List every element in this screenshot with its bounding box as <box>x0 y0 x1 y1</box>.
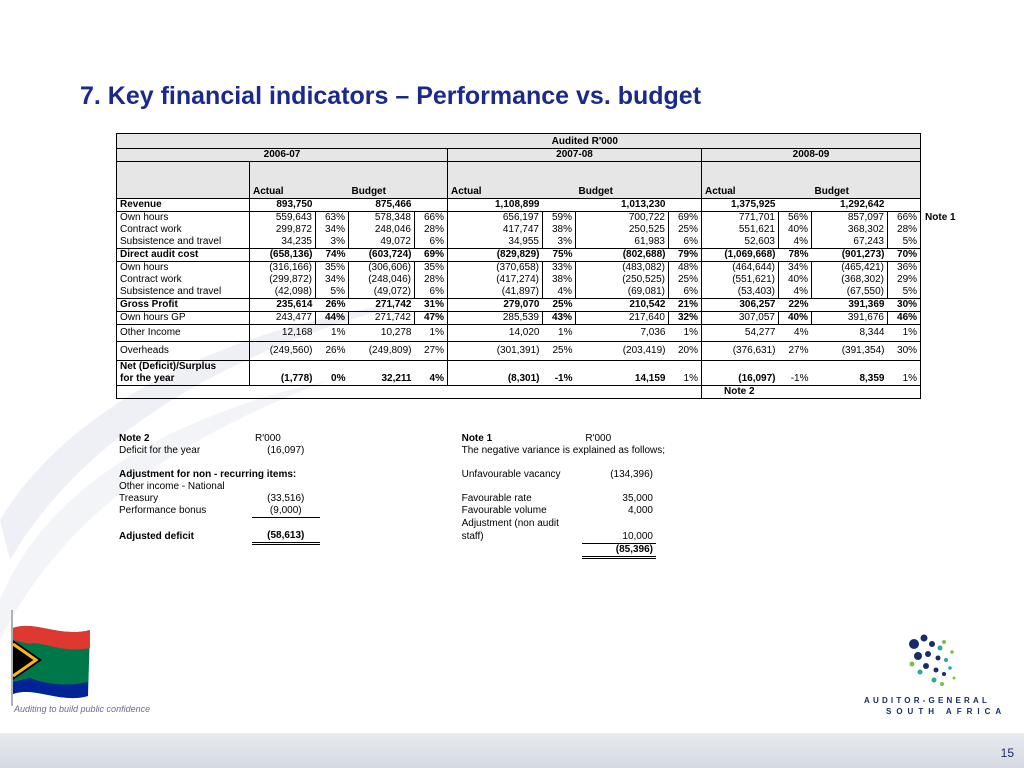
pct-cell: 35% <box>415 262 448 275</box>
pct-cell: 25% <box>543 342 576 361</box>
adjustment-heading: Adjustment for non - recurring items: <box>119 469 297 480</box>
pct-cell: 1% <box>316 325 349 342</box>
value-cell: (316,166) <box>250 262 316 275</box>
value-cell: 7,036 <box>576 325 669 342</box>
value-cell: (299,872) <box>250 274 316 286</box>
value-cell: (829,829) <box>448 249 543 262</box>
table-row <box>117 249 921 262</box>
value-cell: (67,550) <box>812 286 888 299</box>
pct-cell <box>669 199 702 212</box>
row-label: Contract work <box>117 274 250 286</box>
value-cell: 217,640 <box>576 312 669 325</box>
adjusted-deficit-value: (58,613) <box>252 530 320 544</box>
organisation-name <box>864 695 1016 717</box>
year-header-2008: 2008-09 <box>702 149 921 162</box>
pct-cell: 28% <box>415 274 448 286</box>
value-cell: 14,159 <box>576 361 669 386</box>
row-label: Other Income <box>117 325 250 342</box>
value-cell: 248,046 <box>349 224 415 236</box>
pct-cell: 31% <box>415 299 448 312</box>
pct-cell: 28% <box>415 224 448 236</box>
value-cell: (483,082) <box>576 262 669 275</box>
value-cell: (376,631) <box>702 342 779 361</box>
pct-cell: 33% <box>543 262 576 275</box>
pct-cell: 36% <box>888 262 921 275</box>
value-cell: 34,955 <box>448 236 543 249</box>
pct-cell: 34% <box>324 224 345 235</box>
value-cell: (248,046) <box>349 274 415 286</box>
col-budget-2007: Budget <box>576 162 702 199</box>
bonus-label: Performance bonus <box>119 505 207 517</box>
pct-cell: 66% <box>888 212 921 225</box>
value-cell: 391,676 <box>812 312 888 325</box>
row-label <box>117 361 250 386</box>
value-cell: (41,897) <box>448 286 543 299</box>
note1-unit: R'000 <box>585 433 612 444</box>
pct-cell: 21% <box>669 299 702 312</box>
value-cell: 1,292,642 <box>812 199 888 212</box>
value-cell: 875,466 <box>349 199 415 212</box>
pct-cell: 59% <box>543 212 576 225</box>
table-row <box>117 224 921 236</box>
col-budget-2008: Budget <box>812 162 921 199</box>
header-row-columns <box>117 162 921 199</box>
value-cell: 285,539 <box>448 312 543 325</box>
note2-unit: R'000 <box>255 433 281 444</box>
pct-cell: 48% <box>669 262 702 275</box>
value-cell: (370,658) <box>448 262 543 275</box>
pct-cell: 1% <box>543 325 576 342</box>
vacancy-label: Unfavourable vacancy <box>461 469 561 480</box>
value-cell: 210,542 <box>576 299 669 312</box>
row-label: Own hours <box>117 212 250 225</box>
value-cell: 250,525 <box>576 224 669 236</box>
bonus-value: (9,000) <box>252 505 320 518</box>
page-number: 15 <box>1000 746 1014 760</box>
pct-cell: 30% <box>888 299 921 312</box>
value-cell: 893,750 <box>250 199 316 212</box>
value-cell: 8,344 <box>812 325 888 342</box>
row-label: Subsistence and travel <box>117 236 250 249</box>
year-header-2007: 2007-08 <box>448 149 702 162</box>
row-label: Own hours <box>117 262 250 275</box>
pct-cell: 22% <box>779 299 812 312</box>
staff-label-line2: staff) <box>461 530 484 542</box>
value-cell: 34,235 <box>250 236 316 249</box>
table-row <box>117 236 921 249</box>
pct-cell: 69% <box>669 212 702 225</box>
value-cell: 417,747 <box>448 224 543 236</box>
value-cell: (465,421) <box>812 262 888 275</box>
row-label: Overheads <box>117 342 250 361</box>
pct-cell <box>316 199 349 212</box>
value-cell: 243,477 <box>250 312 316 325</box>
notes-table <box>116 433 666 559</box>
other-income-value: (33,516) <box>267 493 305 504</box>
value-cell: 10,278 <box>349 325 415 342</box>
value-cell: (658,136) <box>250 249 316 262</box>
pct-cell: 69% <box>415 249 448 262</box>
note1-title: Note 1 <box>461 433 493 444</box>
row-label: Gross Profit <box>117 299 250 312</box>
pct-cell: 6% <box>415 286 448 299</box>
value-cell: 299,872 <box>250 224 316 236</box>
super-header: Audited R'000 <box>250 134 921 149</box>
value-cell: 235,614 <box>250 299 316 312</box>
value-cell: (53,403) <box>702 286 779 299</box>
header-row-super <box>117 134 921 149</box>
value-cell: 61,983 <box>576 236 669 249</box>
note1-marker: Note 1 <box>925 211 956 223</box>
table-row <box>117 361 921 386</box>
value-cell: (203,419) <box>576 342 669 361</box>
value-cell: 700,722 <box>576 212 669 225</box>
pct-cell: 4% <box>793 286 808 297</box>
pct-cell <box>415 199 448 212</box>
value-cell: 306,257 <box>702 299 779 312</box>
row-label: Contract work <box>117 224 250 236</box>
value-cell: 271,742 <box>349 312 415 325</box>
pct-cell: 26% <box>316 299 349 312</box>
pct-cell: 74% <box>316 249 349 262</box>
financial-indicators-table <box>116 133 956 399</box>
value-cell: 391,369 <box>812 299 888 312</box>
value-cell: (417,274) <box>448 274 543 286</box>
note2-row <box>117 386 921 399</box>
volume-value: 4,000 <box>627 505 653 517</box>
pct-cell: 20% <box>669 342 702 361</box>
pct-cell: 75% <box>543 249 576 262</box>
pct-cell <box>543 199 576 212</box>
deficit-label: Deficit for the year <box>119 445 201 456</box>
pct-cell: 29% <box>888 274 921 286</box>
value-cell: 8,359 <box>812 361 888 386</box>
value-cell: (16,097) <box>702 361 779 386</box>
pct-cell: 1% <box>669 361 702 386</box>
pct-cell: 27% <box>779 342 812 361</box>
pct-cell: 32% <box>669 312 702 325</box>
row-label-line2: for the year <box>120 373 175 384</box>
other-income-label-line2: Treasury <box>119 493 159 504</box>
pct-cell <box>779 199 812 212</box>
deficit-value: (16,097) <box>267 445 305 456</box>
pct-cell: 28% <box>888 224 921 236</box>
pct-cell: 4% <box>415 361 448 386</box>
value-cell: (551,621) <box>702 274 779 286</box>
value-cell: 14,020 <box>448 325 543 342</box>
note2-marker: Note 2 <box>702 386 921 399</box>
value-cell: (69,081) <box>576 286 669 299</box>
table-row <box>117 212 921 225</box>
value-cell: 1,013,230 <box>576 199 669 212</box>
value-cell: 307,057 <box>702 312 779 325</box>
value-cell: 368,302 <box>812 224 888 236</box>
value-cell: (464,644) <box>702 262 779 275</box>
pct-cell: 5% <box>888 286 921 299</box>
value-cell: (802,688) <box>576 249 669 262</box>
col-actual-2007: Actual <box>448 162 576 199</box>
value-cell: (250,525) <box>576 274 669 286</box>
value-cell: 656,197 <box>448 212 543 225</box>
staff-value: 10,000 <box>582 530 656 544</box>
pct-cell: 27% <box>415 342 448 361</box>
value-cell: 32,211 <box>349 361 415 386</box>
value-cell: (391,354) <box>812 342 888 361</box>
pct-cell: 70% <box>888 249 921 262</box>
table-row <box>117 274 921 286</box>
value-cell: 578,348 <box>349 212 415 225</box>
value-cell: 771,701 <box>702 212 779 225</box>
auditor-general-logo-icon <box>896 628 976 692</box>
pct-cell: 25% <box>669 224 702 236</box>
pct-cell: 4% <box>557 286 572 297</box>
pct-cell: -1% <box>779 361 812 386</box>
vacancy-value: (134,396) <box>610 469 653 480</box>
value-cell: (249,809) <box>349 342 415 361</box>
pct-cell: 5% <box>330 286 345 297</box>
pct-cell: 26% <box>316 342 349 361</box>
year-header-2006: 2006-07 <box>117 149 448 162</box>
pct-cell: 25% <box>669 274 702 286</box>
pct-cell: 78% <box>779 249 812 262</box>
pct-cell: 40% <box>787 224 808 235</box>
value-cell: 49,072 <box>349 236 415 249</box>
pct-cell: 46% <box>888 312 921 325</box>
value-cell: 271,742 <box>349 299 415 312</box>
pct-cell: 1% <box>415 325 448 342</box>
row-label: Own hours GP <box>117 312 250 325</box>
value-cell: 54,277 <box>702 325 779 342</box>
table-row <box>117 299 921 312</box>
value-cell: (1,069,668) <box>702 249 779 262</box>
pct-cell: 6% <box>669 236 702 249</box>
value-cell: (42,098) <box>250 286 316 299</box>
pct-cell: 40% <box>787 274 808 285</box>
note1-total-value: (85,396) <box>582 544 656 558</box>
value-cell: (368,302) <box>812 274 888 286</box>
pct-cell: 66% <box>415 212 448 225</box>
value-cell: (301,391) <box>448 342 543 361</box>
value-cell: 279,070 <box>448 299 543 312</box>
footer-bar <box>0 733 1024 768</box>
pct-cell: 30% <box>888 342 921 361</box>
note1-description: The negative variance is explained as follows; <box>461 445 666 456</box>
pct-cell: 38% <box>551 224 572 235</box>
row-label: Subsistence and travel <box>117 286 250 299</box>
rate-value: 35,000 <box>622 493 653 504</box>
pct-cell: 56% <box>779 212 812 225</box>
volume-label: Favourable volume <box>461 505 547 517</box>
header-row-years <box>117 149 921 162</box>
value-cell: (603,724) <box>349 249 415 262</box>
value-cell: 12,168 <box>250 325 316 342</box>
value-cell: 1,108,899 <box>448 199 543 212</box>
other-income-label-line1: Other income - National <box>119 481 225 492</box>
pct-cell: 4% <box>779 325 812 342</box>
note2-title: Note 2 <box>119 433 150 444</box>
value-cell: (306,606) <box>349 262 415 275</box>
pct-cell: 4% <box>793 236 808 247</box>
pct-cell: 40% <box>779 312 812 325</box>
pct-cell: 63% <box>316 212 349 225</box>
table-row <box>117 312 921 325</box>
value-cell: 1,375,925 <box>702 199 779 212</box>
pct-cell: 34% <box>324 274 345 285</box>
pct-cell: 1% <box>888 325 921 342</box>
value-cell: (1,778) <box>250 361 316 386</box>
table-row <box>117 325 921 342</box>
pct-cell <box>888 199 921 212</box>
value-cell: 559,643 <box>250 212 316 225</box>
pct-cell: 6% <box>415 236 448 249</box>
pct-cell: 5% <box>888 236 921 249</box>
pct-cell: 38% <box>551 274 572 285</box>
pct-cell: 1% <box>888 361 921 386</box>
table-row <box>117 262 921 275</box>
row-label: Direct audit cost <box>117 249 250 262</box>
pct-cell: 47% <box>415 312 448 325</box>
staff-label-line1: Adjustment (non audit <box>461 517 559 529</box>
value-cell: (901,273) <box>812 249 888 262</box>
pct-cell: 79% <box>669 249 702 262</box>
pct-cell: 1% <box>669 325 702 342</box>
value-cell: (249,560) <box>250 342 316 361</box>
row-label: Revenue <box>117 199 250 212</box>
value-cell: 67,243 <box>812 236 888 249</box>
pct-cell: 25% <box>543 299 576 312</box>
rate-label: Favourable rate <box>461 493 532 504</box>
pct-cell: -1% <box>543 361 576 386</box>
page-title: 7. Key financial indicators – Performance vs. budget <box>80 82 702 110</box>
row-label-line1: Net (Deficit)/Surplus <box>120 361 217 372</box>
pct-cell: 44% <box>316 312 349 325</box>
value-cell: (8,301) <box>448 361 543 386</box>
pct-cell: 35% <box>316 262 349 275</box>
org-line-1: AUDITOR-GENERAL <box>864 696 991 705</box>
col-actual-2008: Actual <box>702 162 812 199</box>
tagline: Auditing to build public confidence <box>14 704 151 714</box>
table-row <box>117 342 921 361</box>
pct-cell: 3% <box>330 236 345 247</box>
adjusted-deficit-label: Adjusted deficit <box>119 530 195 542</box>
pct-cell: 3% <box>557 236 572 247</box>
value-cell: 551,621 <box>702 224 779 236</box>
south-africa-flag-icon <box>0 608 92 708</box>
pct-cell: 6% <box>669 286 702 299</box>
value-cell: 857,097 <box>812 212 888 225</box>
col-budget-2006: Budget <box>349 162 448 199</box>
pct-cell: 34% <box>779 262 812 275</box>
col-actual-2006: Actual <box>250 162 349 199</box>
value-cell: (49,072) <box>349 286 415 299</box>
value-cell: 52,603 <box>702 236 779 249</box>
pct-cell: 0% <box>316 361 349 386</box>
org-line-2: SOUTH AFRICA <box>886 707 1007 716</box>
pct-cell: 43% <box>543 312 576 325</box>
table-row <box>117 286 921 299</box>
table-row <box>117 199 921 212</box>
